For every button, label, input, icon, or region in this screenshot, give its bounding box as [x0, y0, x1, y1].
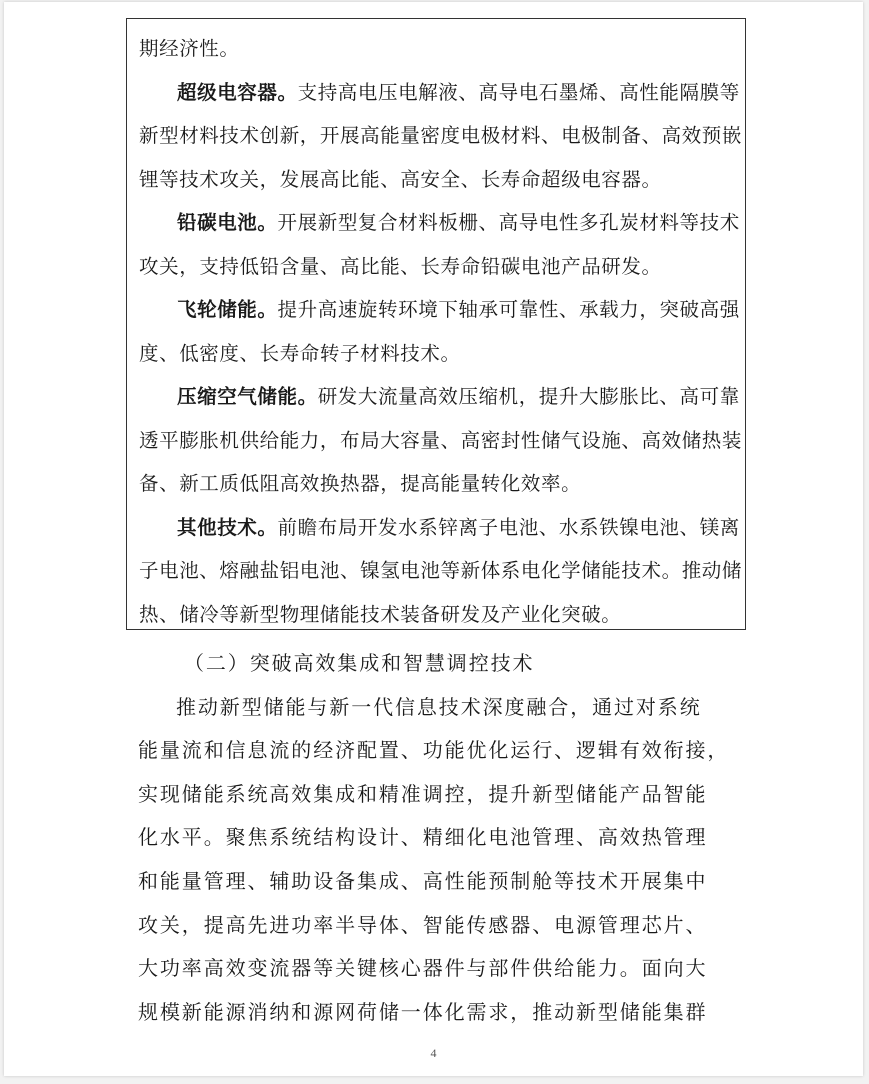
paragraph-lead-carbon-line-1: 铅碳电池。开展新型复合材料板栅、高导电性多孔炭材料等技术 [177, 211, 740, 234]
lead-compressed-air: 压缩空气储能。 [177, 385, 318, 408]
body-line: 化水平。聚焦系统结构设计、精细化电池管理、高效热管理 [138, 825, 708, 850]
paragraph-supercapacitor-line-1: 超级电容器。支持高电压电解液、高导电石墨烯、高性能隔膜等 [177, 80, 740, 104]
body-line: 攻关，提高先进功率半导体、智能传感器、电源管理芯片、 [138, 912, 708, 937]
body-line: 和能量管理、辅助设备集成、高性能预制舱等技术开展集中 [138, 868, 708, 893]
paragraph-compressed-air-line-2: 透平膨胀机供给能力，布局大容量、高密封性储气设施、高效储热装 [139, 428, 743, 452]
paragraph-lead-carbon-line-2: 攻关，支持低铅含量、高比能、长寿命铅碳电池产品研发。 [139, 254, 662, 278]
boxed-section [126, 18, 746, 630]
body-line: 规模新能源消纳和源网荷储一体化需求，推动新型储能集群 [138, 999, 708, 1024]
paragraph-compressed-air-line-3: 备、新工质低阻高效换热器，提高能量转化效率。 [139, 472, 582, 495]
body-line: 实现储能系统高效集成和精准调控，提升新型储能产品智能 [138, 781, 708, 806]
section-heading: （二）突破高效集成和智慧调控技术 [184, 651, 535, 675]
paragraph-compressed-air-line-1: 压缩空气储能。研发大流量高效压缩机，提升大膨胀比、高可靠 [177, 385, 740, 408]
body-line: 推动新型储能与新一代信息技术深度融合，通过对系统 [176, 694, 702, 719]
lead-other-tech: 其他技术。 [177, 515, 278, 539]
lead-flywheel: 飞轮储能。 [177, 298, 278, 321]
paragraph-supercapacitor-line-3: 锂等技术攻关，发展高比能、高安全、长寿命超级电容器。 [139, 167, 662, 191]
paragraph-flywheel-line-2: 度、低密度、长寿命转子材料技术。 [139, 341, 461, 365]
lead-lead-carbon: 铅碳电池。 [177, 211, 278, 234]
paragraph-supercapacitor-line-2: 新型材料技术创新，开展高能量密度电极材料、电极制备、高效预嵌 [139, 124, 743, 147]
lead-supercapacitor: 超级电容器。 [177, 80, 298, 104]
paragraph-flywheel-line-1: 飞轮储能。提升高速旋转环境下轴承可靠性、承载力，突破高强 [177, 298, 740, 321]
paragraph-other-tech-line-3: 热、储冷等新型物理储能技术装备研发及产业化突破。 [139, 602, 622, 626]
page-number: 4 [430, 1046, 437, 1060]
body-line: 大功率高效变流器等关键核心器件与部件供给能力。面向大 [138, 956, 708, 981]
document-page [4, 2, 863, 1076]
continuation-line: 期经济性。 [139, 37, 240, 60]
paragraph-other-tech-line-1: 其他技术。前瞻布局开发水系锌离子电池、水系铁镍电池、镁离 [177, 515, 740, 539]
body-line: 能量流和信息流的经济配置、功能优化运行、逻辑有效衔接， [138, 738, 730, 763]
section-two [138, 642, 748, 1034]
paragraph-other-tech-line-2: 子电池、熔融盐铝电池、镍氢电池等新体系电化学储能技术。推动储 [139, 559, 743, 582]
